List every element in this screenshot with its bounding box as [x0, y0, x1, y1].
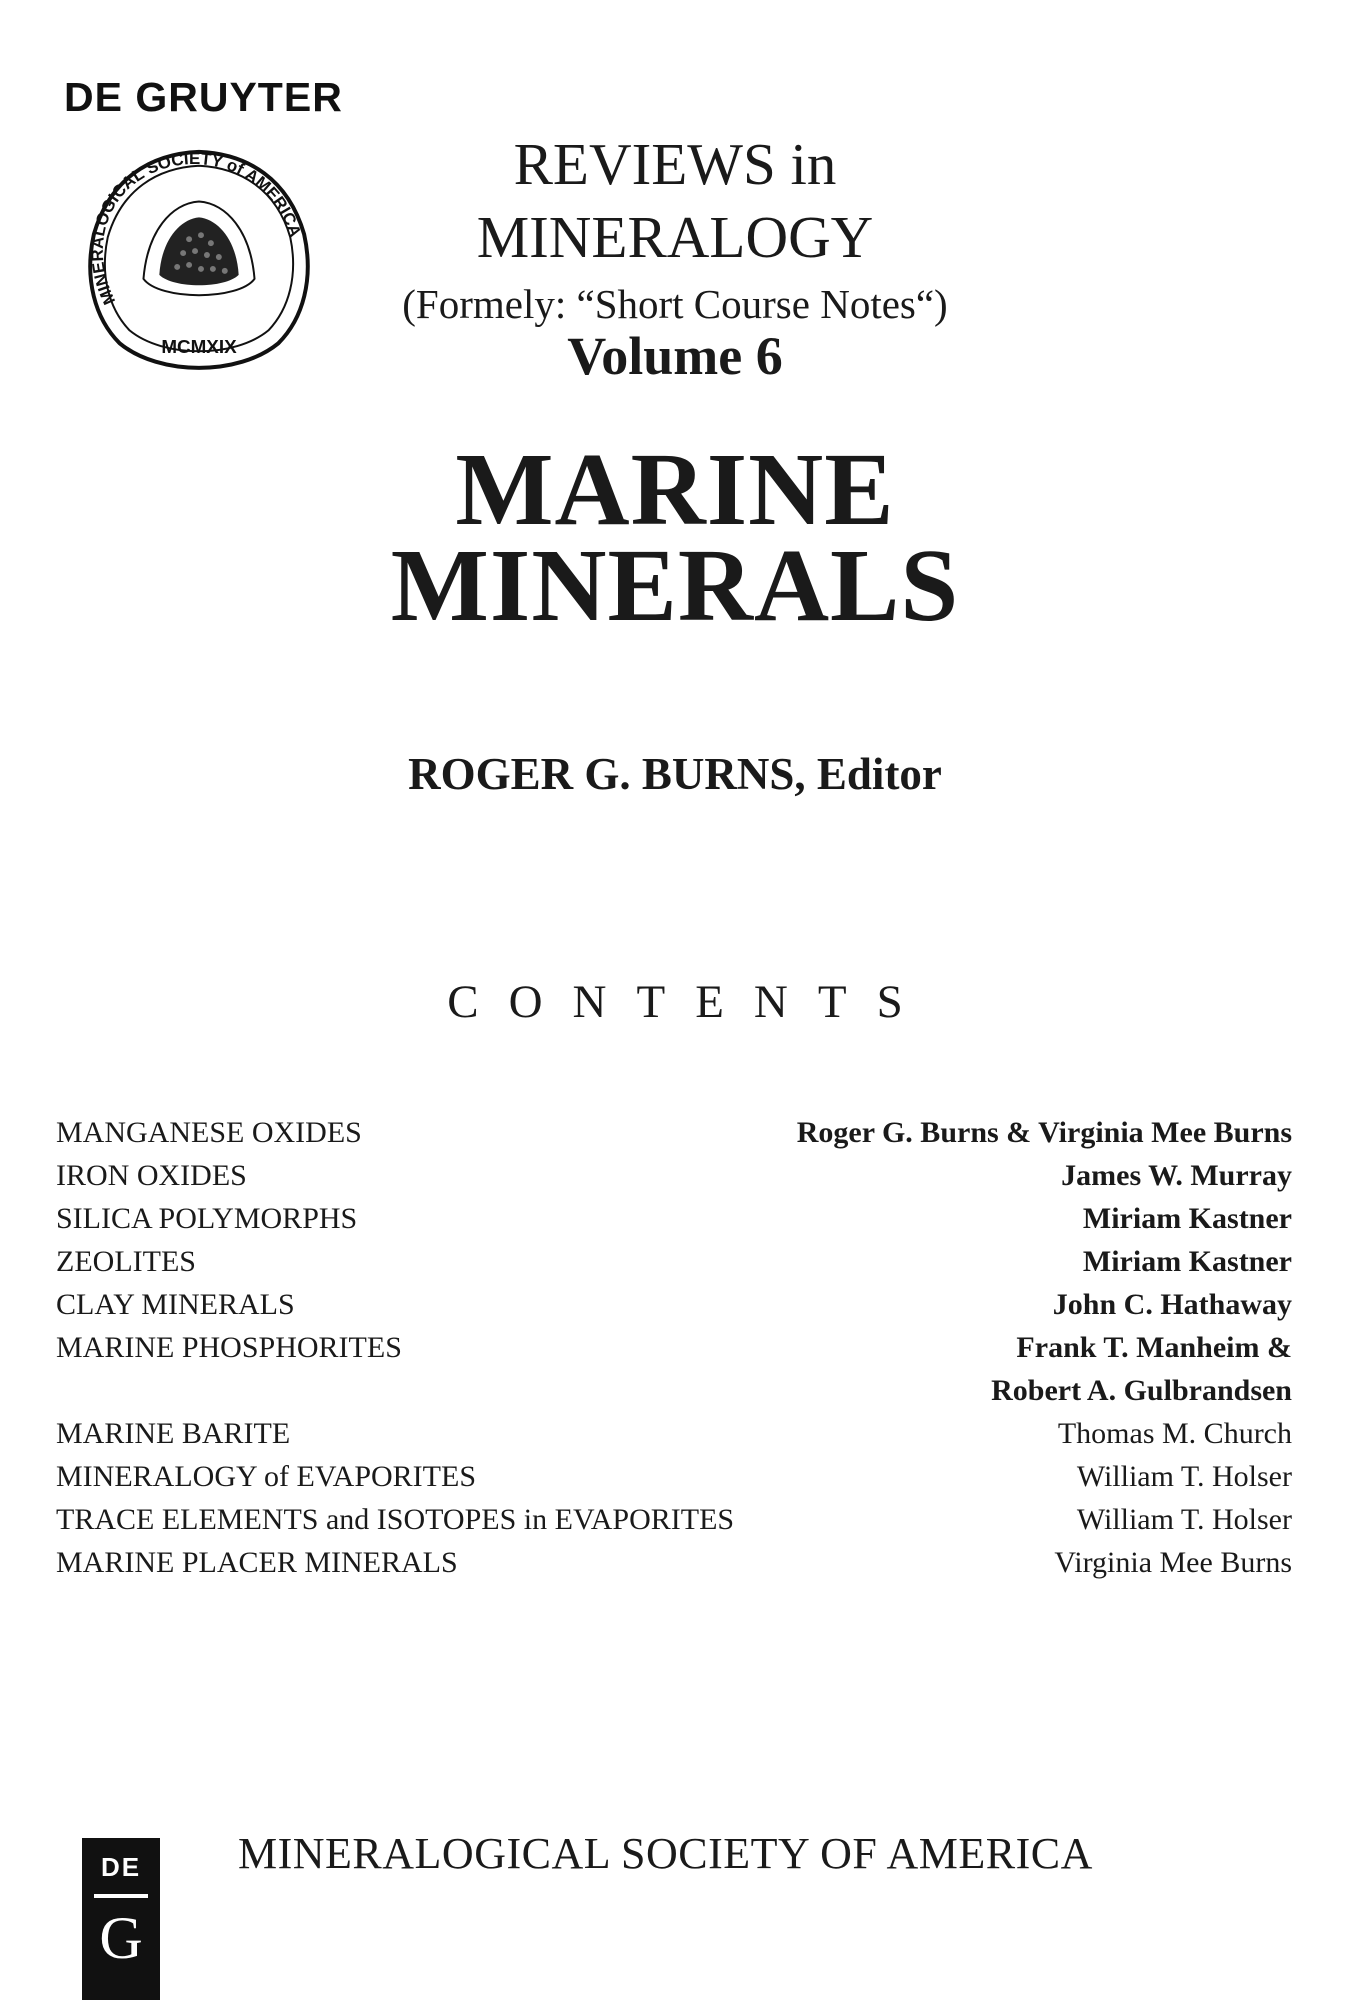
toc-row	[56, 1374, 1292, 1417]
toc-chapter: MINERALOGY of EVAPORITES	[56, 1460, 476, 1493]
toc-author: William T. Holser	[1076, 1503, 1292, 1536]
contents-heading: CONTENTS	[447, 976, 933, 1028]
toc-author: Miriam Kastner	[1082, 1202, 1292, 1235]
toc-row	[56, 1417, 1292, 1460]
toc-row	[56, 1503, 1292, 1546]
toc-row	[56, 1202, 1292, 1245]
logo-g-text: G	[99, 1905, 143, 1971]
toc-row	[56, 1460, 1292, 1503]
toc-author: William T. Holser	[1076, 1460, 1292, 1493]
toc-row	[56, 1116, 1292, 1159]
toc-chapter: MARINE PLACER MINERALS	[56, 1546, 458, 1579]
logo-divider	[94, 1894, 148, 1898]
toc-author: Thomas M. Church	[1057, 1417, 1292, 1450]
publisher-name: DE GRUYTER	[64, 74, 343, 120]
toc-row	[56, 1159, 1292, 1202]
toc-row	[56, 1331, 1292, 1374]
book-title-line1: MARINE	[455, 432, 895, 547]
msa-seal-logo	[80, 140, 318, 378]
volume-number: Volume 6	[567, 326, 783, 386]
toc-chapter: CLAY MINERALS	[56, 1288, 295, 1321]
toc-chapter: SILICA POLYMORPHS	[56, 1202, 358, 1235]
toc-author: Robert A. Gulbrandsen	[991, 1374, 1292, 1407]
toc-chapter: MARINE PHOSPHORITES	[56, 1331, 402, 1364]
society-name: MINERALOGICAL SOCIETY OF AMERICA	[238, 1829, 1093, 1878]
series-title-line2: MINERALOGY	[476, 204, 874, 270]
toc-row	[56, 1546, 1292, 1589]
series-title-line1: REVIEWS in	[513, 131, 837, 197]
seal-ring-text: MINERALOGICAL SOCIETY of AMERICA	[87, 149, 305, 308]
toc-chapter: ZEOLITES	[56, 1245, 196, 1278]
toc-chapter: TRACE ELEMENTS and ISOTOPES in EVAPORITES	[56, 1503, 735, 1536]
toc-chapter: IRON OXIDES	[56, 1159, 247, 1192]
toc-author: Virginia Mee Burns	[1054, 1546, 1292, 1579]
toc-chapter: MARINE BARITE	[56, 1417, 291, 1450]
toc-author: Roger G. Burns & Virginia Mee Burns	[796, 1116, 1292, 1149]
toc-author: John C. Hathaway	[1052, 1288, 1292, 1321]
series-formerly: (Formely: “Short Course Notes“)	[402, 281, 948, 327]
de-gruyter-logo	[82, 1838, 160, 2000]
logo-de-text: DE	[100, 1852, 142, 1882]
toc-row	[56, 1245, 1292, 1288]
table-of-contents	[56, 1116, 1292, 1589]
toc-row	[56, 1288, 1292, 1331]
book-title-line2: MINERALS	[390, 528, 960, 643]
toc-author: Miriam Kastner	[1082, 1245, 1292, 1278]
editor-credit: ROGER G. BURNS, Editor	[408, 749, 942, 799]
seal-year: MCMXIX	[161, 336, 237, 358]
toc-author: Frank T. Manheim &	[1016, 1331, 1292, 1364]
toc-chapter: MANGANESE OXIDES	[56, 1116, 362, 1149]
toc-author: James W. Murray	[1061, 1159, 1292, 1192]
